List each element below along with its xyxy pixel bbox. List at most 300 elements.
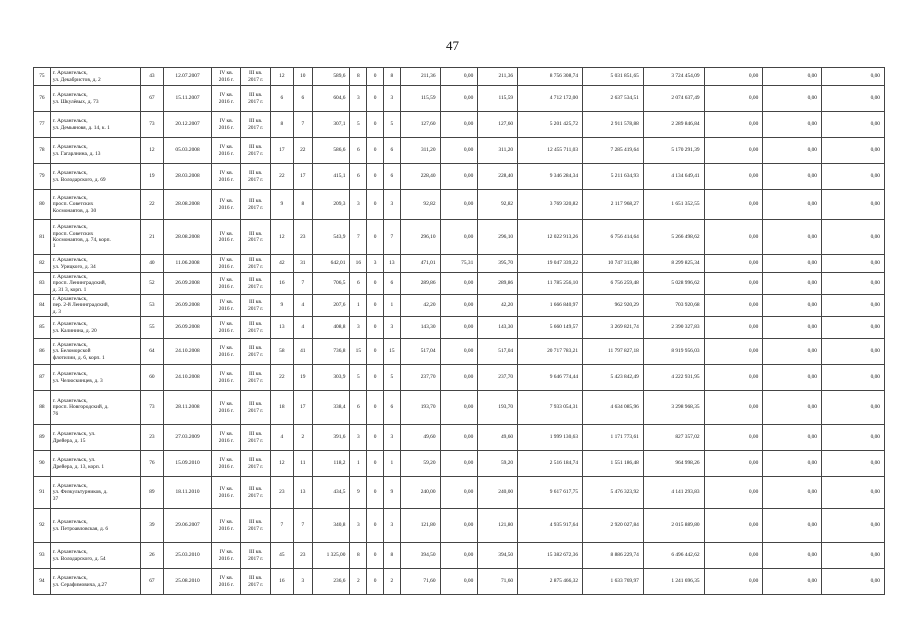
planned-end-cell: III кв. 2017 г. <box>241 339 270 365</box>
fund-share-cell: 962 920,29 <box>583 295 644 317</box>
regional-budget-cell: 5 170 291,39 <box>643 138 704 164</box>
area-municipal-cell: 228,40 <box>478 164 518 190</box>
local-budget-cell: 0,00 <box>704 273 763 295</box>
residents-total-cell: 13 <box>270 317 293 339</box>
residents-total-cell: 22 <box>270 164 293 190</box>
act-date-cell: 15.09.2010 <box>163 451 211 477</box>
area-private-cell: 0,00 <box>440 509 478 543</box>
extra-source-cell: 0,00 <box>822 425 885 451</box>
area-total-cell: 193,70 <box>400 391 440 425</box>
area-total-cell: 296,10 <box>400 220 440 255</box>
row-number-cell: 75 <box>34 68 51 86</box>
regional-budget-cell: 5 028 996,62 <box>643 273 704 295</box>
act-date-cell: 29.06.2007 <box>163 509 211 543</box>
cost-total-cell: 19 047 339,22 <box>518 255 583 273</box>
area-municipal-cell: 193,70 <box>478 391 518 425</box>
area-total-cell: 289,86 <box>400 273 440 295</box>
act-date-cell: 28.03.2008 <box>163 164 211 190</box>
planned-start-cell: IV кв. 2016 г. <box>212 451 241 477</box>
rooms-municipal-cell: 6 <box>383 138 400 164</box>
row-number-cell: 86 <box>34 339 51 365</box>
address-cell: г. Архангельск, пер. 2-й Ленинградский, д. 3 <box>50 295 140 317</box>
cost-total-cell: 8 756 308,74 <box>518 68 583 86</box>
extra-source-cell: 0,00 <box>822 569 885 595</box>
table-row <box>34 425 885 451</box>
address-cell: г. Архангельск, ул. Шкулёвых, д. 73 <box>50 86 140 112</box>
address-cell: г. Архангельск, ул. Петроавловская, д. 6 <box>50 509 140 543</box>
building-area-cell: 207,6 <box>312 295 350 317</box>
building-area-cell: 408,8 <box>312 317 350 339</box>
row-number-cell: 76 <box>34 86 51 112</box>
act-date-cell: 24.10.2008 <box>163 339 211 365</box>
regional-budget-cell: 703 920,68 <box>643 295 704 317</box>
rooms-private-cell: 0 <box>367 451 384 477</box>
other-source-cell: 0,00 <box>763 295 822 317</box>
planned-start-cell: IV кв. 2016 г. <box>212 273 241 295</box>
area-total-cell: 49,60 <box>400 425 440 451</box>
local-budget-cell: 0,00 <box>704 425 763 451</box>
rooms-municipal-cell: 1 <box>383 451 400 477</box>
table-row <box>34 164 885 190</box>
table-row <box>34 339 885 365</box>
area-municipal-cell: 289,86 <box>478 273 518 295</box>
planned-start-cell: IV кв. 2016 г. <box>212 317 241 339</box>
area-municipal-cell: 395,70 <box>478 255 518 273</box>
building-area-cell: 604,6 <box>312 86 350 112</box>
cost-total-cell: 11 785 256,10 <box>518 273 583 295</box>
residents-resettled-cell: 31 <box>293 255 312 273</box>
row-number-cell: 88 <box>34 391 51 425</box>
rooms-municipal-cell: 8 <box>383 543 400 569</box>
row-number-cell: 94 <box>34 569 51 595</box>
other-source-cell: 0,00 <box>763 339 822 365</box>
local-budget-cell: 0,00 <box>704 339 763 365</box>
residents-resettled-cell: 6 <box>293 86 312 112</box>
extra-source-cell: 0,00 <box>822 365 885 391</box>
residents-total-cell: 8 <box>270 112 293 138</box>
other-source-cell: 0,00 <box>763 190 822 220</box>
other-source-cell: 0,00 <box>763 425 822 451</box>
rooms-private-cell: 0 <box>367 477 384 509</box>
area-municipal-cell: 71,60 <box>478 569 518 595</box>
residents-total-cell: 45 <box>270 543 293 569</box>
rooms-total-cell: 3 <box>350 86 367 112</box>
planned-end-cell: III кв. 2017 г. <box>241 391 270 425</box>
address-cell: г. Архангельск, ул. Серафимовича, д.27 <box>50 569 140 595</box>
area-municipal-cell: 296,10 <box>478 220 518 255</box>
residents-total-cell: 18 <box>270 391 293 425</box>
other-source-cell: 0,00 <box>763 391 822 425</box>
building-area-cell: 642,01 <box>312 255 350 273</box>
table-row <box>34 477 885 509</box>
planned-start-cell: IV кв. 2016 г. <box>212 339 241 365</box>
regional-budget-cell: 1 241 696,35 <box>643 569 704 595</box>
address-cell: г. Архангельск, ул. Демьяновя, д. 14, к. 1 <box>50 112 140 138</box>
planned-end-cell: III кв. 2017 г. <box>241 425 270 451</box>
local-budget-cell: 0,00 <box>704 190 763 220</box>
planned-start-cell: IV кв. 2016 г. <box>212 509 241 543</box>
row-number-cell: 93 <box>34 543 51 569</box>
area-total-cell: 471,01 <box>400 255 440 273</box>
row-number-cell: 87 <box>34 365 51 391</box>
rooms-private-cell: 0 <box>367 317 384 339</box>
act-number-cell: 22 <box>140 190 163 220</box>
residents-resettled-cell: 19 <box>293 365 312 391</box>
building-area-cell: 434,5 <box>312 477 350 509</box>
area-municipal-cell: 115,59 <box>478 86 518 112</box>
table-row <box>34 68 885 86</box>
residents-resettled-cell: 10 <box>293 68 312 86</box>
rooms-total-cell: 5 <box>350 112 367 138</box>
cost-total-cell: 2 516 184,74 <box>518 451 583 477</box>
table-row <box>34 190 885 220</box>
planned-end-cell: III кв. 2017 г. <box>241 86 270 112</box>
residents-total-cell: 6 <box>270 86 293 112</box>
building-area-cell: 415,1 <box>312 164 350 190</box>
act-date-cell: 26.09.2008 <box>163 273 211 295</box>
extra-source-cell: 0,00 <box>822 509 885 543</box>
row-number-cell: 85 <box>34 317 51 339</box>
cost-total-cell: 7 933 054,31 <box>518 391 583 425</box>
other-source-cell: 0,00 <box>763 543 822 569</box>
residents-resettled-cell: 4 <box>293 295 312 317</box>
address-cell: г. Архангельск, ул. Беломорской флотилии, д. 6, корп. 1 <box>50 339 140 365</box>
rooms-private-cell: 0 <box>367 273 384 295</box>
planned-start-cell: IV кв. 2016 г. <box>212 295 241 317</box>
other-source-cell: 0,00 <box>763 220 822 255</box>
address-cell: г. Архангельск, просп. Новгородский, д. 76 <box>50 391 140 425</box>
act-number-cell: 40 <box>140 255 163 273</box>
rooms-municipal-cell: 2 <box>383 569 400 595</box>
planned-start-cell: IV кв. 2016 г. <box>212 68 241 86</box>
area-private-cell: 0,00 <box>440 273 478 295</box>
extra-source-cell: 0,00 <box>822 273 885 295</box>
fund-share-cell: 1 551 186,48 <box>583 451 644 477</box>
area-municipal-cell: 311,20 <box>478 138 518 164</box>
row-number-cell: 90 <box>34 451 51 477</box>
residents-resettled-cell: 4 <box>293 317 312 339</box>
other-source-cell: 0,00 <box>763 477 822 509</box>
cost-total-cell: 3 769 320,82 <box>518 190 583 220</box>
planned-end-cell: III кв. 2017 г. <box>241 190 270 220</box>
extra-source-cell: 0,00 <box>822 295 885 317</box>
address-cell: г. Архангельск, ул. Володарского, д. 69 <box>50 164 140 190</box>
extra-source-cell: 0,00 <box>822 86 885 112</box>
residents-total-cell: 12 <box>270 68 293 86</box>
rooms-private-cell: 0 <box>367 543 384 569</box>
rooms-municipal-cell: 3 <box>383 190 400 220</box>
residents-resettled-cell: 22 <box>293 138 312 164</box>
rooms-municipal-cell: 3 <box>383 425 400 451</box>
row-number-cell: 79 <box>34 164 51 190</box>
extra-source-cell: 0,00 <box>822 477 885 509</box>
local-budget-cell: 0,00 <box>704 543 763 569</box>
rooms-municipal-cell: 9 <box>383 477 400 509</box>
address-cell: г. Архангельск, просп. Ленинградский, д. 31 3, корп. 1 <box>50 273 140 295</box>
rooms-private-cell: 0 <box>367 509 384 543</box>
planned-end-cell: III кв. 2017 г. <box>241 295 270 317</box>
area-total-cell: 211,36 <box>400 68 440 86</box>
act-date-cell: 12.07.2007 <box>163 68 211 86</box>
area-total-cell: 517,04 <box>400 339 440 365</box>
planned-end-cell: III кв. 2017 г. <box>241 477 270 509</box>
cost-total-cell: 2 875 466,32 <box>518 569 583 595</box>
rooms-total-cell: 15 <box>350 339 367 365</box>
act-date-cell: 15.11.2007 <box>163 86 211 112</box>
address-cell: г. Архангельск, просп. Советских Космонавтов, д. 74, корп. 1 <box>50 220 140 255</box>
act-date-cell: 24.10.2008 <box>163 365 211 391</box>
area-private-cell: 0,00 <box>440 365 478 391</box>
row-number-cell: 83 <box>34 273 51 295</box>
residents-resettled-cell: 23 <box>293 543 312 569</box>
regional-budget-cell: 4 141 293,83 <box>643 477 704 509</box>
residents-total-cell: 17 <box>270 138 293 164</box>
row-number-cell: 84 <box>34 295 51 317</box>
extra-source-cell: 0,00 <box>822 391 885 425</box>
area-total-cell: 92,82 <box>400 190 440 220</box>
local-budget-cell: 0,00 <box>704 220 763 255</box>
rooms-municipal-cell: 3 <box>383 317 400 339</box>
local-budget-cell: 0,00 <box>704 569 763 595</box>
fund-share-cell: 6 756 259,48 <box>583 273 644 295</box>
row-number-cell: 91 <box>34 477 51 509</box>
act-date-cell: 11.06.2008 <box>163 255 211 273</box>
planned-end-cell: III кв. 2017 г. <box>241 365 270 391</box>
cost-total-cell: 15 382 672,36 <box>518 543 583 569</box>
cost-total-cell: 4 935 917,64 <box>518 509 583 543</box>
rooms-private-cell: 0 <box>367 339 384 365</box>
fund-share-cell: 11 797 827,18 <box>583 339 644 365</box>
local-budget-cell: 0,00 <box>704 295 763 317</box>
building-area-cell: 303,9 <box>312 365 350 391</box>
residents-resettled-cell: 7 <box>293 509 312 543</box>
rooms-total-cell: 6 <box>350 164 367 190</box>
rooms-total-cell: 1 <box>350 451 367 477</box>
planned-end-cell: III кв. 2017 г. <box>241 451 270 477</box>
cost-total-cell: 9 617 617,75 <box>518 477 583 509</box>
residents-total-cell: 4 <box>270 425 293 451</box>
local-budget-cell: 0,00 <box>704 138 763 164</box>
rooms-total-cell: 6 <box>350 391 367 425</box>
rooms-total-cell: 7 <box>350 220 367 255</box>
cost-total-cell: 5 201 425,72 <box>518 112 583 138</box>
rooms-private-cell: 0 <box>367 391 384 425</box>
area-municipal-cell: 237,70 <box>478 365 518 391</box>
local-budget-cell: 0,00 <box>704 365 763 391</box>
residents-total-cell: 9 <box>270 190 293 220</box>
regional-budget-cell: 2 390 327,83 <box>643 317 704 339</box>
rooms-municipal-cell: 7 <box>383 220 400 255</box>
table-row <box>34 317 885 339</box>
table-row <box>34 295 885 317</box>
planned-end-cell: III кв. 2017 г. <box>241 255 270 273</box>
table-row <box>34 138 885 164</box>
rooms-private-cell: 0 <box>367 68 384 86</box>
table-row <box>34 365 885 391</box>
area-total-cell: 115,59 <box>400 86 440 112</box>
rooms-private-cell: 0 <box>367 138 384 164</box>
extra-source-cell: 0,00 <box>822 138 885 164</box>
residents-resettled-cell: 3 <box>293 569 312 595</box>
regional-budget-cell: 3 298 968,35 <box>643 391 704 425</box>
rooms-private-cell: 0 <box>367 365 384 391</box>
planned-end-cell: III кв. 2017 г. <box>241 164 270 190</box>
building-area-cell: 236,6 <box>312 569 350 595</box>
area-total-cell: 143,30 <box>400 317 440 339</box>
rooms-municipal-cell: 1 <box>383 295 400 317</box>
fund-share-cell: 3 269 821,74 <box>583 317 644 339</box>
table-row <box>34 273 885 295</box>
building-area-cell: 391,6 <box>312 425 350 451</box>
area-private-cell: 0,00 <box>440 164 478 190</box>
rooms-total-cell: 16 <box>350 255 367 273</box>
building-area-cell: 1 325,00 <box>312 543 350 569</box>
table-row <box>34 543 885 569</box>
regional-budget-cell: 8 299 825,34 <box>643 255 704 273</box>
fund-share-cell: 1 633 769,97 <box>583 569 644 595</box>
act-number-cell: 67 <box>140 86 163 112</box>
rooms-private-cell: 0 <box>367 569 384 595</box>
regional-budget-cell: 2 015 889,80 <box>643 509 704 543</box>
regional-budget-cell: 2 074 637,49 <box>643 86 704 112</box>
area-total-cell: 228,40 <box>400 164 440 190</box>
fund-share-cell: 2 637 534,51 <box>583 86 644 112</box>
area-private-cell: 0,00 <box>440 317 478 339</box>
fund-share-cell: 5 031 851,65 <box>583 68 644 86</box>
planned-start-cell: IV кв. 2016 г. <box>212 255 241 273</box>
act-date-cell: 28.08.2008 <box>163 190 211 220</box>
local-budget-cell: 0,00 <box>704 451 763 477</box>
area-municipal-cell: 121,80 <box>478 509 518 543</box>
area-total-cell: 127,60 <box>400 112 440 138</box>
area-municipal-cell: 394,50 <box>478 543 518 569</box>
building-area-cell: 589,6 <box>312 68 350 86</box>
act-date-cell: 27.03.2009 <box>163 425 211 451</box>
residents-total-cell: 42 <box>270 255 293 273</box>
act-number-cell: 89 <box>140 477 163 509</box>
area-private-cell: 0,00 <box>440 543 478 569</box>
planned-start-cell: IV кв. 2016 г. <box>212 190 241 220</box>
area-total-cell: 394,50 <box>400 543 440 569</box>
address-cell: г. Архангельск, ул. Дрейера, д. 15 <box>50 425 140 451</box>
planned-end-cell: III кв. 2017 г. <box>241 68 270 86</box>
cost-total-cell: 9 646 774,44 <box>518 365 583 391</box>
area-municipal-cell: 49,60 <box>478 425 518 451</box>
extra-source-cell: 0,00 <box>822 164 885 190</box>
local-budget-cell: 0,00 <box>704 112 763 138</box>
planned-start-cell: IV кв. 2016 г. <box>212 365 241 391</box>
extra-source-cell: 0,00 <box>822 317 885 339</box>
fund-share-cell: 5 423 842,49 <box>583 365 644 391</box>
other-source-cell: 0,00 <box>763 164 822 190</box>
cost-total-cell: 1 999 130,63 <box>518 425 583 451</box>
rooms-total-cell: 3 <box>350 425 367 451</box>
local-budget-cell: 0,00 <box>704 164 763 190</box>
local-budget-cell: 0,00 <box>704 68 763 86</box>
building-area-cell: 209,3 <box>312 190 350 220</box>
area-municipal-cell: 240,00 <box>478 477 518 509</box>
act-date-cell: 28.11.2008 <box>163 391 211 425</box>
rooms-municipal-cell: 3 <box>383 509 400 543</box>
planned-start-cell: IV кв. 2016 г. <box>212 425 241 451</box>
residents-total-cell: 12 <box>270 220 293 255</box>
rooms-private-cell: 0 <box>367 425 384 451</box>
planned-start-cell: IV кв. 2016 г. <box>212 138 241 164</box>
act-number-cell: 76 <box>140 451 163 477</box>
rooms-municipal-cell: 5 <box>383 112 400 138</box>
area-total-cell: 59,20 <box>400 451 440 477</box>
address-cell: г. Архангельск, ул. Дрейера, д. 13, корп. 1 <box>50 451 140 477</box>
planned-start-cell: IV кв. 2016 г. <box>212 220 241 255</box>
extra-source-cell: 0,00 <box>822 190 885 220</box>
table-row <box>34 86 885 112</box>
table-row <box>34 112 885 138</box>
area-private-cell: 0,00 <box>440 451 478 477</box>
planned-start-cell: IV кв. 2016 г. <box>212 543 241 569</box>
rooms-municipal-cell: 13 <box>383 255 400 273</box>
area-municipal-cell: 59,20 <box>478 451 518 477</box>
other-source-cell: 0,00 <box>763 138 822 164</box>
address-cell: г. Архангельск, ул. Декабристов, д. 2 <box>50 68 140 86</box>
cost-total-cell: 9 346 284,34 <box>518 164 583 190</box>
regional-budget-cell: 2 289 846,84 <box>643 112 704 138</box>
act-number-cell: 64 <box>140 339 163 365</box>
rooms-private-cell: 0 <box>367 164 384 190</box>
local-budget-cell: 0,00 <box>704 86 763 112</box>
act-number-cell: 55 <box>140 317 163 339</box>
address-cell: г. Архангельск, ул. Урицкого, д. 34 <box>50 255 140 273</box>
act-date-cell: 25.08.2010 <box>163 569 211 595</box>
regional-budget-cell: 3 724 454,09 <box>643 68 704 86</box>
area-total-cell: 121,80 <box>400 509 440 543</box>
planned-end-cell: III кв. 2017 г. <box>241 569 270 595</box>
act-number-cell: 73 <box>140 391 163 425</box>
act-number-cell: 73 <box>140 112 163 138</box>
rooms-private-cell: 0 <box>367 86 384 112</box>
residents-total-cell: 58 <box>270 339 293 365</box>
act-number-cell: 43 <box>140 68 163 86</box>
rooms-private-cell: 0 <box>367 112 384 138</box>
address-cell: г. Архангельск, просп. Советских Космонавтов, д. 30 <box>50 190 140 220</box>
row-number-cell: 78 <box>34 138 51 164</box>
housing-resettlement-table <box>33 67 885 595</box>
residents-resettled-cell: 41 <box>293 339 312 365</box>
area-private-cell: 0,00 <box>440 68 478 86</box>
fund-share-cell: 6 756 414,64 <box>583 220 644 255</box>
rooms-total-cell: 2 <box>350 569 367 595</box>
address-cell: г. Архангельск, ул. Челюскинцев, д. 3 <box>50 365 140 391</box>
other-source-cell: 0,00 <box>763 68 822 86</box>
cost-total-cell: 20 717 783,21 <box>518 339 583 365</box>
residents-resettled-cell: 7 <box>293 112 312 138</box>
regional-budget-cell: 964 998,26 <box>643 451 704 477</box>
building-area-cell: 706,5 <box>312 273 350 295</box>
rooms-municipal-cell: 5 <box>383 365 400 391</box>
planned-end-cell: III кв. 2017 г. <box>241 220 270 255</box>
act-number-cell: 53 <box>140 295 163 317</box>
regional-budget-cell: 4 222 931,95 <box>643 365 704 391</box>
planned-end-cell: III кв. 2017 г. <box>241 543 270 569</box>
area-private-cell: 0,00 <box>440 86 478 112</box>
area-total-cell: 237,70 <box>400 365 440 391</box>
residents-total-cell: 16 <box>270 273 293 295</box>
residents-resettled-cell: 23 <box>293 220 312 255</box>
other-source-cell: 0,00 <box>763 509 822 543</box>
residents-total-cell: 23 <box>270 477 293 509</box>
area-municipal-cell: 92,82 <box>478 190 518 220</box>
extra-source-cell: 0,00 <box>822 68 885 86</box>
building-area-cell: 736,8 <box>312 339 350 365</box>
